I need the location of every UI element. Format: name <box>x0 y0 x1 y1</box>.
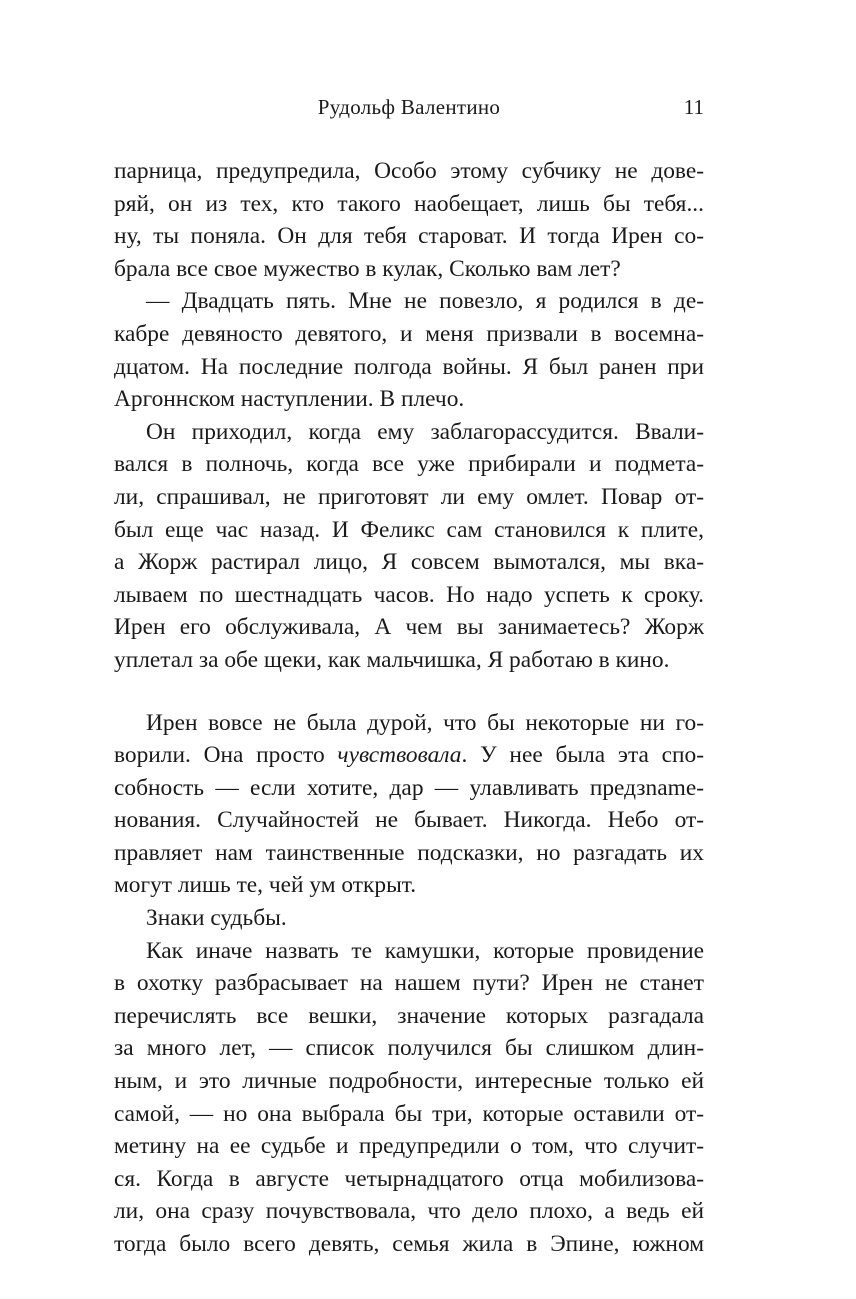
text-line: уплетал за обе щеки, как мальчишка, Я работаю в кино. <box>114 646 670 673</box>
page-number: 11 <box>683 95 704 119</box>
text-line: а Жорж растирал лицо, Я совсем вымотался, мы вка- <box>114 549 704 576</box>
text-line: самой, — но она выбрала бы три, которые оставили от- <box>114 1100 704 1127</box>
text-line: вался в полночь, когда все уже прибирали и подмета- <box>114 451 704 478</box>
text-fragment: ворили. Она просто <box>114 742 338 769</box>
text-line: дцатом. На последние полгода войны. Я был ранен при <box>114 353 704 380</box>
text-line: метину на ее судьбе и предупредили о том, что случит- <box>114 1133 704 1160</box>
text-line: нования. Случайностей не бывает. Никогда. Небо от- <box>114 807 704 834</box>
text-line: собность — если хотите, дар — улавливать предзname- <box>114 774 704 801</box>
text-line: — Двадцать пять. Мне не повезло, я родился в де- <box>146 288 704 315</box>
text-line: ным, и это личные подробности, интересные только ей <box>114 1068 704 1095</box>
text-line: ли, она сразу почувствовала, что дело плохо, а ведь ей <box>114 1198 704 1225</box>
text-line: кабре девяносто девятого, и меня призвали в восемна- <box>114 320 704 347</box>
text-line: правляет нам таинственные подсказки, но разгадать их <box>114 839 704 866</box>
emphasized-word: чувствовала <box>337 742 462 769</box>
text-line: тогда было всего девять, семья жила в Эпине, южном <box>114 1231 704 1257</box>
text-line: Знаки судьбы. <box>146 905 287 932</box>
text-line: ряй, он из тех, кто такого наобещает, лишь бы тебя... <box>114 190 704 217</box>
running-head <box>114 95 704 123</box>
text-line: перечислять все вешки, значение которых разгадала <box>114 1002 704 1029</box>
book-page <box>114 0 704 1299</box>
running-title: Рудольф Валентино <box>317 95 501 119</box>
text-line: Как иначе назвать те камушки, которые провидение <box>146 937 704 964</box>
text-line: ли, спрашивал, не приготовят ли ему омлет. Повар от- <box>114 483 704 510</box>
text-line: в охотку разбрасывает на нашем пути? Ирен не станет <box>114 970 704 997</box>
text-line: Аргоннском наступлении. В плечо. <box>114 386 465 413</box>
text-line: за много лет, — список получился бы слишком длин- <box>114 1035 704 1062</box>
text-line: лываем по шестнадцать часов. Но надо успеть к сроку. <box>114 581 704 608</box>
text-line: Ирен вовсе не была дурой, что бы некоторые ни го- <box>146 709 704 736</box>
text-line-italic <box>114 739 704 772</box>
text-line: был еще час назад. И Феликс сам становился к плите, <box>114 516 704 543</box>
body-text <box>114 155 704 1261</box>
text-line: Он приходил, когда ему заблагорассудится. Ввали- <box>146 418 704 445</box>
text-line: Ирен его обслуживала, А чем вы занимаетесь? Жорж <box>114 614 704 641</box>
text-line: ся. Когда в августе четырнадцатого отца мобилизова- <box>114 1165 704 1192</box>
text-line: парница, предупредила, Особо этому субчику не дове- <box>114 158 704 184</box>
text-line: ну, ты поняла. Он для тебя староват. И тогда Ирен со- <box>114 223 704 250</box>
text-fragment: . У нее была эта спо- <box>461 742 704 769</box>
text-line: брала все свое мужество в кулак, Сколько вам лет? <box>114 255 621 282</box>
section-break <box>114 677 704 707</box>
text-line: могут лишь те, чей ум открыт. <box>114 872 417 899</box>
